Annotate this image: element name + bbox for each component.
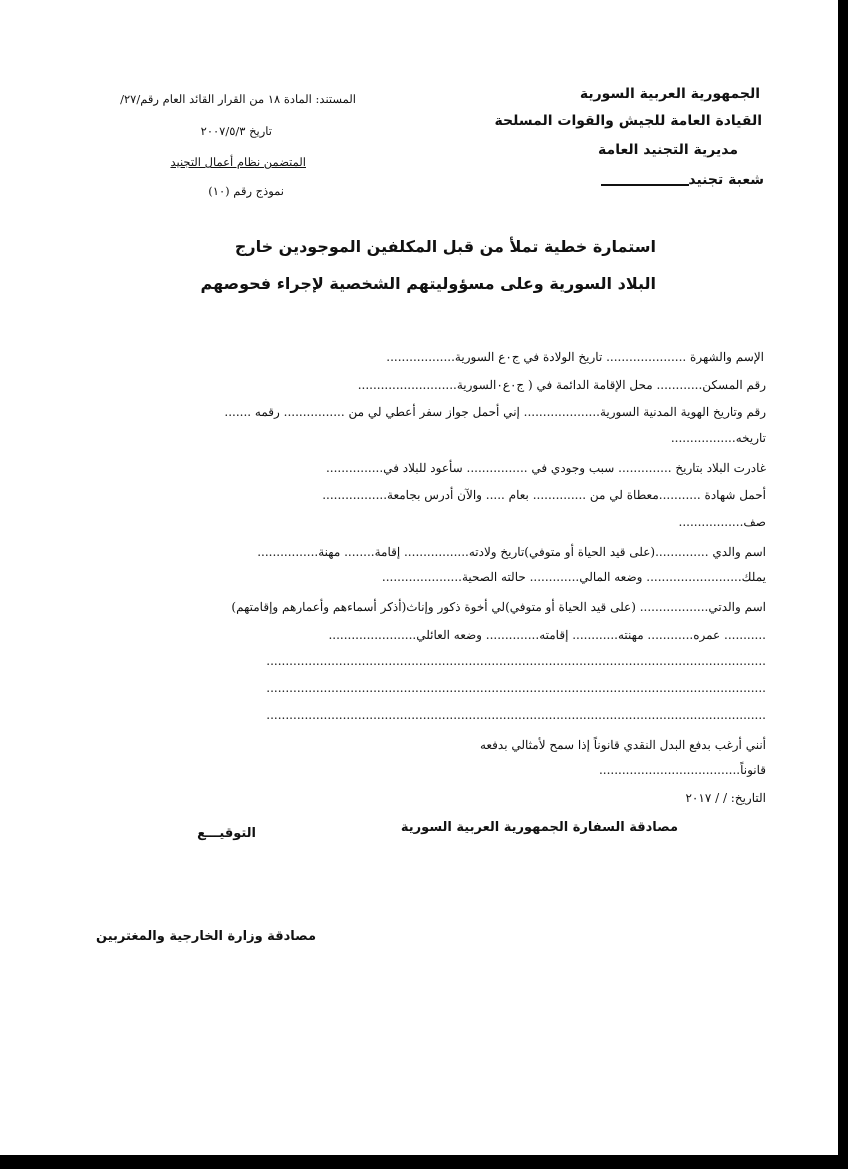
field-father-assets: يملك......................... وضعه المالي............. حالته الصحية..................... (381, 570, 766, 584)
reference-document: المستند: المادة ١٨ من القرار القائد العام رقم/٢٧/ (120, 92, 356, 106)
signature-label: التوقيـــع (197, 826, 256, 841)
field-id-passport: رقم وتاريخ الهوية المدنية السورية.................... إني أحمل جواز سفر أعطي لي من ................ رقمه ....... (224, 405, 766, 419)
reference-subject: المتضمن نظام أعمال التجنيد (170, 155, 306, 169)
form-title-line1: استمارة خطية تملأ من قبل المكلفين الموجودين خارج (234, 237, 656, 256)
field-cash-allowance: أنني أرغب بدفع البدل النقدي قانوناً إذا سمح لأمثالي بدفعه (479, 738, 766, 752)
blank-line-1: ................................................................................................................................... (266, 654, 766, 668)
branch-underline (601, 184, 689, 186)
field-passport-date: تاريخه................. (670, 431, 766, 445)
field-legally: قانوناً..................................... (598, 763, 766, 777)
field-date: التاريخ: / / ٢٠١٧ (685, 791, 766, 805)
field-father: اسم والدي ..............(على قيد الحياة أو متوفي)تاريخ ولادته................. إقامة........ مهنة................ (257, 545, 766, 559)
field-residence: رقم المسكن............ محل الإقامة الدائمة في ( ج٠ع٠السورية.......................... (357, 378, 766, 392)
ministry-attestation: مصادقة وزارة الخارجية والمغتربين (96, 929, 316, 944)
form-title-line2: البلاد السورية وعلى مسؤوليتهم الشخصية لإجراء فحوصهم (200, 274, 656, 293)
field-name-birthdate: الإسم والشهرة ..................... تاريخ الولادة في ج٠ع السورية.................. (386, 350, 764, 364)
embassy-attestation: مصادقة السفارة الجمهورية العربية السورية (400, 820, 678, 835)
field-certificate: أحمل شهادة ...........معطاة لي من .............. بعام ..... والآن أدرس بجامعة................. (322, 488, 766, 502)
field-mother-siblings: اسم والدتي.................. (على قيد الحياة أو متوفي)لي أخوة ذكور وإناث(أذكر أسماءهم وأعمارهم وإقامتهم) (231, 600, 766, 614)
scan-edge-right (838, 0, 848, 1169)
field-class: صف................. (678, 515, 766, 529)
header-branch: شعبة تجنيد (688, 172, 764, 188)
header-country: الجمهورية العربية السورية (579, 86, 760, 102)
header-command: القيادة العامة للجيش والقوات المسلحة (494, 113, 762, 129)
form-number: نموذج رقم (١٠) (208, 184, 284, 198)
field-sibling-details: ........... عمره............ مهنته............ إقامته.............. وضعه العائلي....................... (328, 628, 766, 642)
field-departure: غادرت البلاد بتاريخ .............. سبب وجودي في ................ سأعود للبلاد في............... (325, 461, 766, 475)
blank-line-3: ................................................................................................................................... (266, 708, 766, 722)
blank-line-2: ................................................................................................................................... (266, 681, 766, 695)
header-directorate: مديرية التجنيد العامة (598, 142, 738, 158)
reference-date: تاريخ ٢٠٠٧/٥/٣ (200, 124, 272, 138)
scan-edge-bottom (0, 1155, 848, 1169)
